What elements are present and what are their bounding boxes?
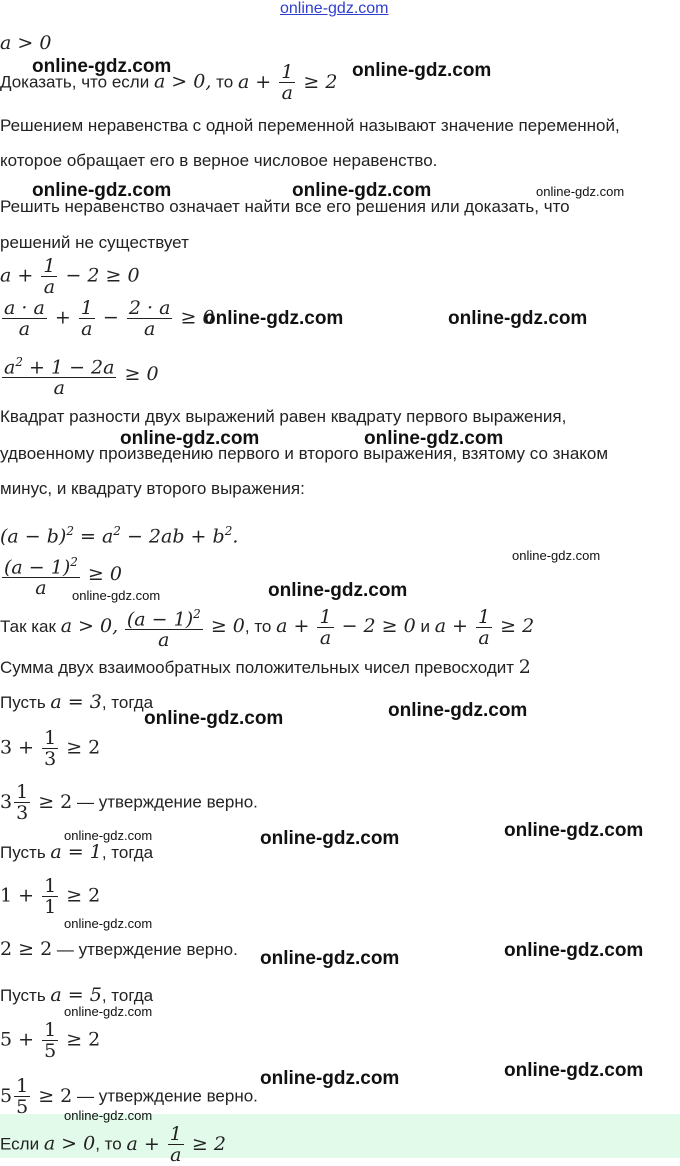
since-and: и [420, 617, 430, 637]
watermark: online-gdz.com [260, 948, 400, 969]
watermark: online-gdz.com [72, 588, 161, 603]
result-5: 5 $\frac{1}{5}$ ≥ 2 — утверждение верно. [0, 1075, 258, 1118]
watermark: online-gdz.com [512, 548, 601, 563]
definition-1: Решением неравенства с одной переменной называют значение переменной, [0, 116, 620, 135]
watermark: online-gdz.com [32, 180, 172, 201]
watermark: online-gdz.com [352, 60, 492, 81]
step-4-expression: $\frac{(a - 1)^2}{a}$ ≥ 0 [4, 555, 122, 600]
let-then: , тогда [101, 986, 154, 1005]
task-then: то [216, 72, 234, 92]
rule-3: минус, и квадрату второго выражения: [0, 479, 305, 498]
watermark: online-gdz.com [204, 308, 344, 329]
watermark: online-gdz.com [268, 580, 408, 601]
task-condition: a > 0, [153, 70, 212, 93]
let-text: Пусть [0, 693, 46, 712]
since-statement [0, 604, 534, 650]
step-2-expression: $\frac{a \cdot a}{a}$ + $\frac{1}{a}$ − $\frac{2 \cdot a}{a}$ ≥ 0 [4, 297, 215, 340]
watermark: online-gdz.com [64, 1004, 153, 1019]
conclusion [0, 1124, 226, 1165]
conclusion-condition: a > 0 [43, 1132, 96, 1155]
let-then: , тогда [101, 693, 154, 712]
reciprocal-text: Сумма двух взаимообратных положительных чисел превосходит [0, 658, 515, 677]
since-result: a + $\frac{1}{a}$ ≥ 2 [434, 605, 535, 649]
watermark: online-gdz.com [144, 708, 284, 729]
rule-2: удвоенному произведению первого и второго выражения, взятому со знаком [0, 444, 609, 463]
watermark: online-gdz.com [364, 428, 504, 449]
reciprocal-number: 2 [518, 656, 531, 678]
definition-2: которое обращает его в верное числовое неравенство. [0, 151, 438, 170]
watermark: online-gdz.com [504, 1060, 644, 1081]
watermark: online-gdz.com [64, 828, 153, 843]
since-condition: a > 0, [60, 615, 119, 638]
watermark: online-gdz.com [388, 700, 528, 721]
watermark: online-gdz.com [292, 180, 432, 201]
let-a-3 [0, 691, 153, 714]
watermark: online-gdz.com [448, 308, 588, 329]
let-text: Пусть [0, 843, 46, 862]
rule-1: Квадрат разности двух выражений равен квадрату первого выражения, [0, 407, 567, 426]
since-text: Так как [0, 617, 56, 637]
conclusion-then: , то [95, 1134, 122, 1154]
watermark: online-gdz.com [120, 428, 260, 449]
step-1-expression: a + $\frac{1}{a}$ − 2 ≥ 0 [0, 255, 140, 298]
since-fraction: $\frac{(a - 1)^2}{a}$ ≥ 0 [126, 607, 245, 652]
watermark: online-gdz.com [536, 184, 625, 199]
let-text: Пусть [0, 986, 46, 1005]
since-then: , то [244, 617, 272, 637]
watermark: online-gdz.com [260, 828, 400, 849]
watermark: online-gdz.com [64, 916, 153, 931]
let-value: a = 1 [50, 841, 102, 863]
reciprocal-rule [0, 656, 531, 679]
condition-a-positive: a > 0 [0, 32, 52, 54]
square-difference-formula: $(a - b)^2 = a^2 - 2ab + b^2$. [0, 524, 239, 548]
since-expr: a + $\frac{1}{a}$ − 2 ≥ 0 [276, 605, 416, 649]
result-3: 3 $\frac{1}{3}$ ≥ 2 — утверждение верно. [0, 781, 258, 824]
task-text: Доказать, что если [0, 72, 150, 92]
let-value: a = 5 [50, 984, 102, 1006]
watermark: online-gdz.com [260, 1068, 400, 1089]
result-1: 2 ≥ 2 — утверждение верно. [0, 938, 238, 960]
site-link[interactable]: online-gdz.com [280, 0, 389, 17]
watermark: online-gdz.com [504, 820, 644, 841]
step-3-expression: $\frac{a^2 + 1 - 2a}{a}$ ≥ 0 [4, 355, 159, 400]
true-statement: — утверждение верно. [77, 1086, 258, 1106]
watermark: online-gdz.com [504, 940, 644, 961]
conclusion-if: Если [0, 1134, 40, 1154]
conclusion-inequality: a + $\frac{1}{a}$ ≥ 2 [126, 1123, 226, 1166]
check-3: 3 + $\frac{1}{3}$ ≥ 2 [0, 727, 101, 770]
true-statement: — утверждение верно. [56, 940, 238, 959]
definition-4: решений не существует [0, 233, 189, 252]
definition-3: Решить неравенство означает найти все его решения или доказать, что [0, 197, 570, 216]
watermark: online-gdz.com [64, 1108, 153, 1123]
let-a-1 [0, 841, 153, 864]
check-5: 5 + $\frac{1}{5}$ ≥ 2 [0, 1019, 101, 1062]
watermark: online-gdz.com [32, 56, 172, 77]
let-value: a = 3 [50, 691, 102, 713]
check-1: 1 + $\frac{1}{1}$ ≥ 2 [0, 875, 101, 918]
task-inequality: a + $\frac{1}{a}$ ≥ 2 [237, 61, 338, 104]
let-then: , тогда [101, 843, 154, 862]
true-statement: — утверждение верно. [77, 792, 258, 812]
